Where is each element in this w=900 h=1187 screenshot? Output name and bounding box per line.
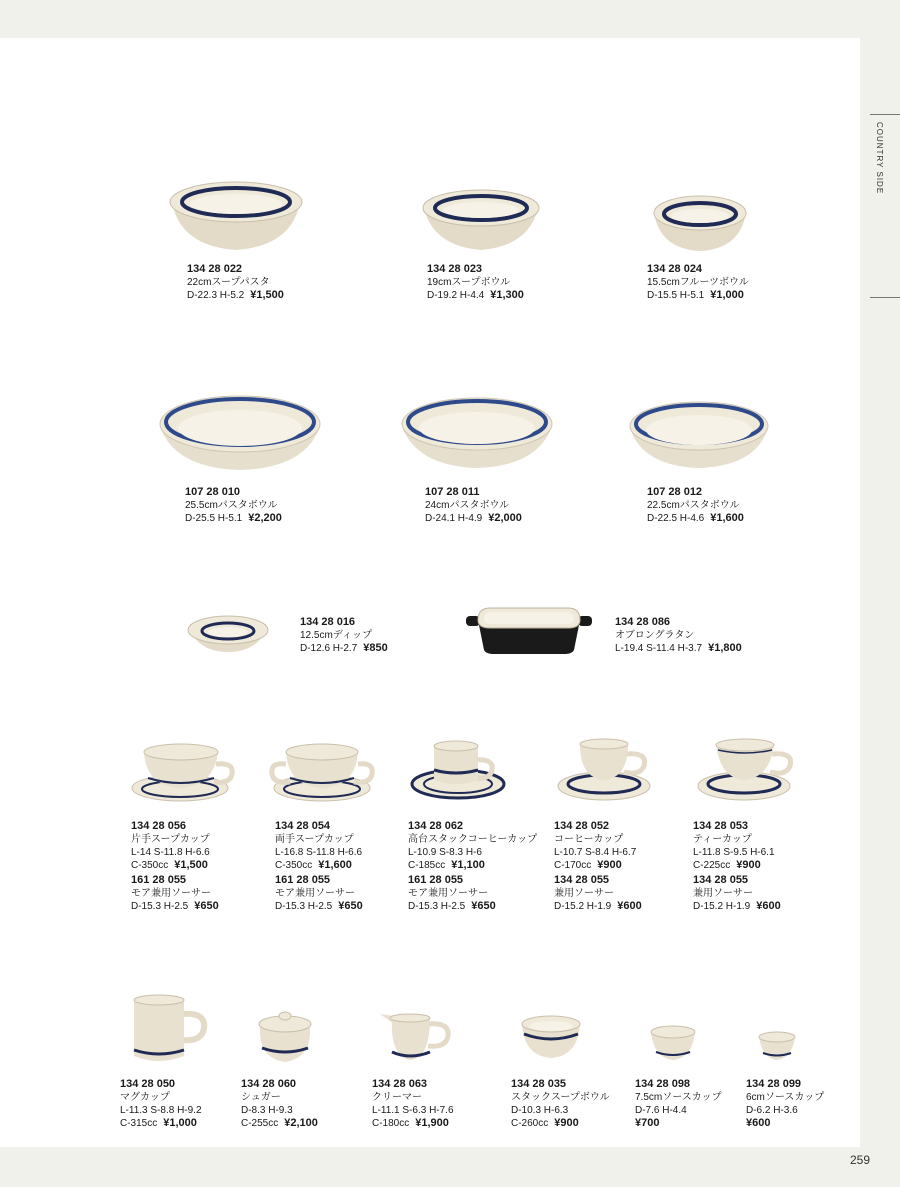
side-divider-top: [870, 114, 900, 115]
bottom-item-134-28-099: 134 28 099 6cmソースカップ D-6.2 H-3.6 ¥600: [746, 1078, 825, 1129]
item-134-28-086: 134 28 086 オブロングラタン L-19.4 S-11.4 H-3.7 ¥1,800: [615, 616, 742, 654]
side-series-label: COUNTRY SIDE: [875, 122, 884, 195]
sugar-pot-illustration: [256, 1008, 314, 1066]
item-107-28-011: 107 28 011 24cmパスタボウル D-24.1 H-4.9 ¥2,000: [425, 486, 522, 524]
bottom-item-134-28-060: 134 28 060 シュガー D-8.3 H-9.3 C-255cc ¥2,100: [241, 1078, 318, 1129]
bottom-item-134-28-035: 134 28 035 スタックスープボウル D-10.3 H-6.3 C-260cc ¥900: [511, 1078, 610, 1129]
coffee-cup-illustration: [556, 740, 656, 804]
fruit-bowl-illustration: [650, 193, 750, 253]
bottom-item-134-28-063: 134 28 063 クリーマー L-11.1 S-6.3 H-7.6 C-180cc ¥1,900: [372, 1078, 454, 1129]
sauce-cup-6-illustration: [756, 1030, 798, 1064]
tea-cup-illustration: [696, 740, 796, 804]
stack-soup-bowl-illustration: [518, 1012, 584, 1062]
bottom-item-134-28-050: 134 28 050 マグカップ L-11.3 S-8.8 H-9.2 C-315cc ¥1,000: [120, 1078, 202, 1129]
dip-dish-illustration: [186, 614, 270, 654]
oblong-gratin-illustration: [464, 604, 594, 656]
side-divider-bottom: [870, 297, 900, 298]
item-107-28-012: 107 28 012 22.5cmパスタボウル D-22.5 H-4.6 ¥1,600: [647, 486, 744, 524]
item-134-28-016: 134 28 016 12.5cmディップ D-12.6 H-2.7 ¥850: [300, 616, 388, 654]
item-134-28-024: 134 28 024 15.5cmフルーツボウル D-15.5 H-5.1 ¥1,000: [647, 263, 749, 301]
creamer-illustration: [378, 1010, 454, 1066]
cup-item-134-28-053: 134 28 053 ティーカップ L-11.8 S-9.5 H-6.1 C-225cc ¥900 134 28 055 兼用ソーサー D-15.2 H-1.9 ¥600: [693, 820, 781, 912]
pasta-bowl-24-illustration: [398, 396, 556, 470]
pasta-bowl-22-illustration: [626, 400, 772, 470]
page-number: 259: [850, 1153, 871, 1167]
mug-illustration: [130, 994, 210, 1066]
soup-pasta-bowl-illustration: [166, 180, 306, 252]
cup-item-134-28-054: 134 28 054 両手スープカップ L-16.8 S-11.8 H-6.6 C-350cc ¥1,600 161 28 055 モア兼用ソーサー D-15.3 H-2.5 ¥650: [275, 820, 363, 912]
item-134-28-023: 134 28 023 19cmスープボウル D-19.2 H-4.4 ¥1,300: [427, 263, 524, 301]
item-134-28-022: 134 28 022 22cmスープパスタ D-22.3 H-5.2 ¥1,500: [187, 263, 284, 301]
bottom-item-134-28-098: 134 28 098 7.5cmソースカップ D-7.6 H-4.4 ¥700: [635, 1078, 722, 1129]
stack-coffee-cup-illustration: [408, 740, 512, 802]
item-107-28-010: 107 28 010 25.5cmパスタボウル D-25.5 H-5.1 ¥2,200: [185, 486, 282, 524]
pasta-bowl-25-illustration: [156, 394, 324, 472]
soup-bowl-19-illustration: [419, 188, 543, 252]
cup-item-134-28-052: 134 28 052 コーヒーカップ L-10.7 S-8.4 H-6.7 C-170cc ¥900 134 28 055 兼用ソーサー D-15.2 H-1.9 ¥600: [554, 820, 642, 912]
double-handle-soup-cup-illustration: [268, 742, 376, 804]
single-handle-soup-cup-illustration: [130, 742, 236, 804]
cup-item-134-28-062: 134 28 062 高台スタックコーヒーカップ L-10.9 S-8.3 H-6 C-185cc ¥1,100 161 28 055 モア兼用ソーサー D-15.3 H-2.5 ¥650: [408, 820, 538, 912]
cup-item-134-28-056: 134 28 056 片手スープカップ L-14 S-11.8 H-6.6 C-350cc ¥1,500 161 28 055 モア兼用ソーサー D-15.3 H-2.5 ¥650: [131, 820, 219, 912]
sauce-cup-75-illustration: [648, 1024, 698, 1064]
